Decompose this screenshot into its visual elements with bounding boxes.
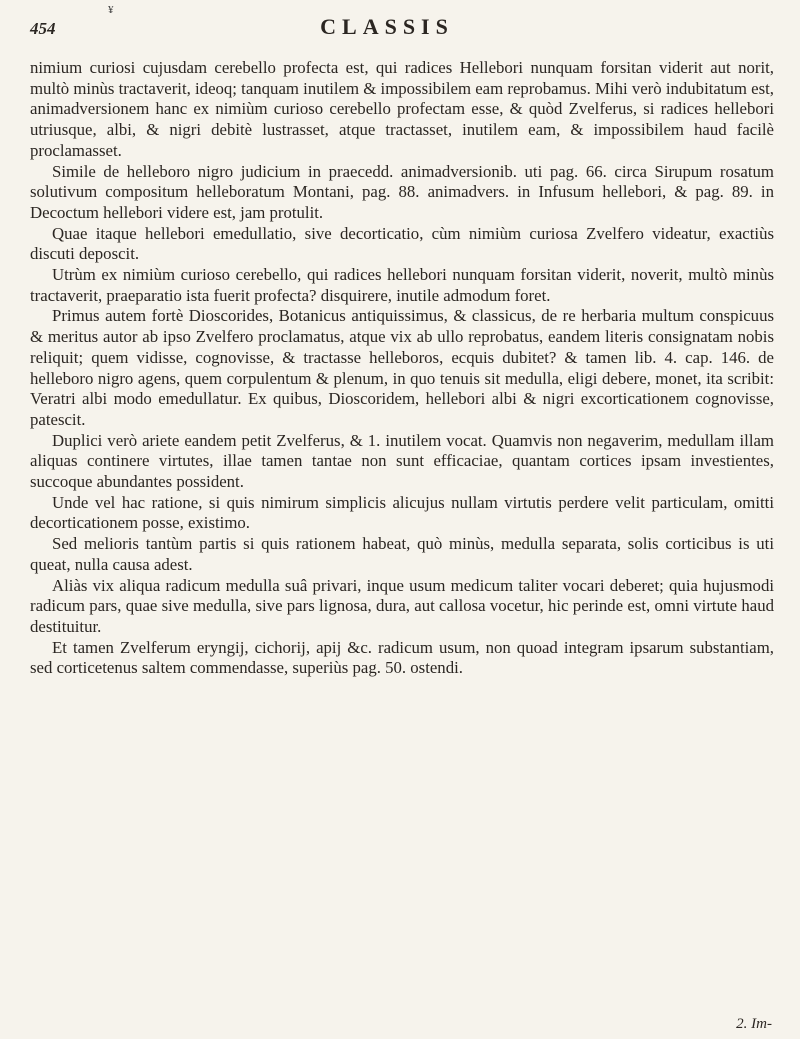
paragraph-8: Sed melioris tantùm partis si quis rationem habeat, quò minùs, medulla separata, solis corticibus is uti queat, nulla causa adest. [30,534,774,574]
page-header [30,14,774,52]
paragraph-5: Primus autem fortè Dioscorides, Botanicus antiquissimus, & classicus, de re herbaria multum conspicuus & meritus autor ab ipso Zvelfero proclamatus, atque vix ab ullo reprobatus, eandem literis consignatam nobis reliquit; quem vidisse, cognovisse, & tractasse helleboros, ecquis dubitet? & tamen lib. 4. cap. 146. de helleboro nigro agens, quem corpulentum & plenum, in quo tenuis sit medulla, eligi debere, monet, ita scribit: Veratri albi modo emedullatur. Ex quibus, Dioscoridem, hellebori albi & nigri excorticationem cognovisse, patescit. [30,306,774,429]
paragraph-6: Duplici verò ariete eandem petit Zvelferus, & 1. inutilem vocat. Quamvis non negaverim, medullam illam aliquas continere virtutes, illae tamen tantae non sunt efficaciae, quantam cortices ipsam investientes, succoque abundantes possident. [30,430,774,492]
paragraph-4: Utrùm ex nimiùm curioso cerebello, qui radices hellebori nunquam forsitan viderit, noverit, multò minùs tractaverit, praeparatio ista fuerit profecta? disquirere, inutile admodum foret. [30,265,774,305]
paragraph-10: Et tamen Zvelferum eryngij, cichorij, apij &c. radicum usum, non quoad integram ipsarum substantiam, sed corticetenus saltem commendasse, superiùs pag. 50. ostendi. [30,637,774,678]
paragraph-9: Aliàs vix aliqua radicum medulla suâ privari, inque usum medicum taliter vocari deberet; quia hujusmodi radicum pars, quae sive medulla, sive pars lignosa, dura, aut callosa vocetur, hic perinde est, omni virtute haud destituitur. [30,575,774,636]
printer-mark: ¥ [108,4,114,16]
catchword: 2. Im- [736,1016,772,1032]
page-number: 454 [30,19,56,38]
paragraph-3: Quae itaque hellebori emedullatio, sive decorticatio, cùm nimiùm curiosa Zvelfero videatur, exactiùs discuti deposcit. [30,223,774,264]
paragraph-2: Simile de helleboro nigro judicium in praecedd. animadversionib. uti pag. 66. circa Sirupum rosatum solutivum compositum helleboratum Montani, pag. 88. animadvers. in Infusum hellebori, & pag. 89. in Decoctum hellebori videre est, jam protulit. [30,161,774,222]
running-title: CLASSIS [320,14,454,39]
paragraph-7: Unde vel hac ratione, si quis nimirum simplicis alicujus nullam virtutis perdere velit particulam, omitti decorticationem posse, existimo. [30,492,774,533]
body-text [30,58,774,679]
paragraph-1: nimium curiosi cujusdam cerebello profecta est, qui radices Hellebori nunquam forsitan viderit aut norit, multò minùs tractaverit, ideoq; tanquam inutilem & impossibilem eam reprobamus. Mihi verò indubitatum est, animadversionem hanc ex nimiùm curioso cerebello profectam esse, & quòd Zvelferus, si radices hellebori utriusque, albi, & nigri debitè lustrasset, atque tractasset, inutilem eam, & impossibilem haud facilè proclamasset. [30,58,774,160]
